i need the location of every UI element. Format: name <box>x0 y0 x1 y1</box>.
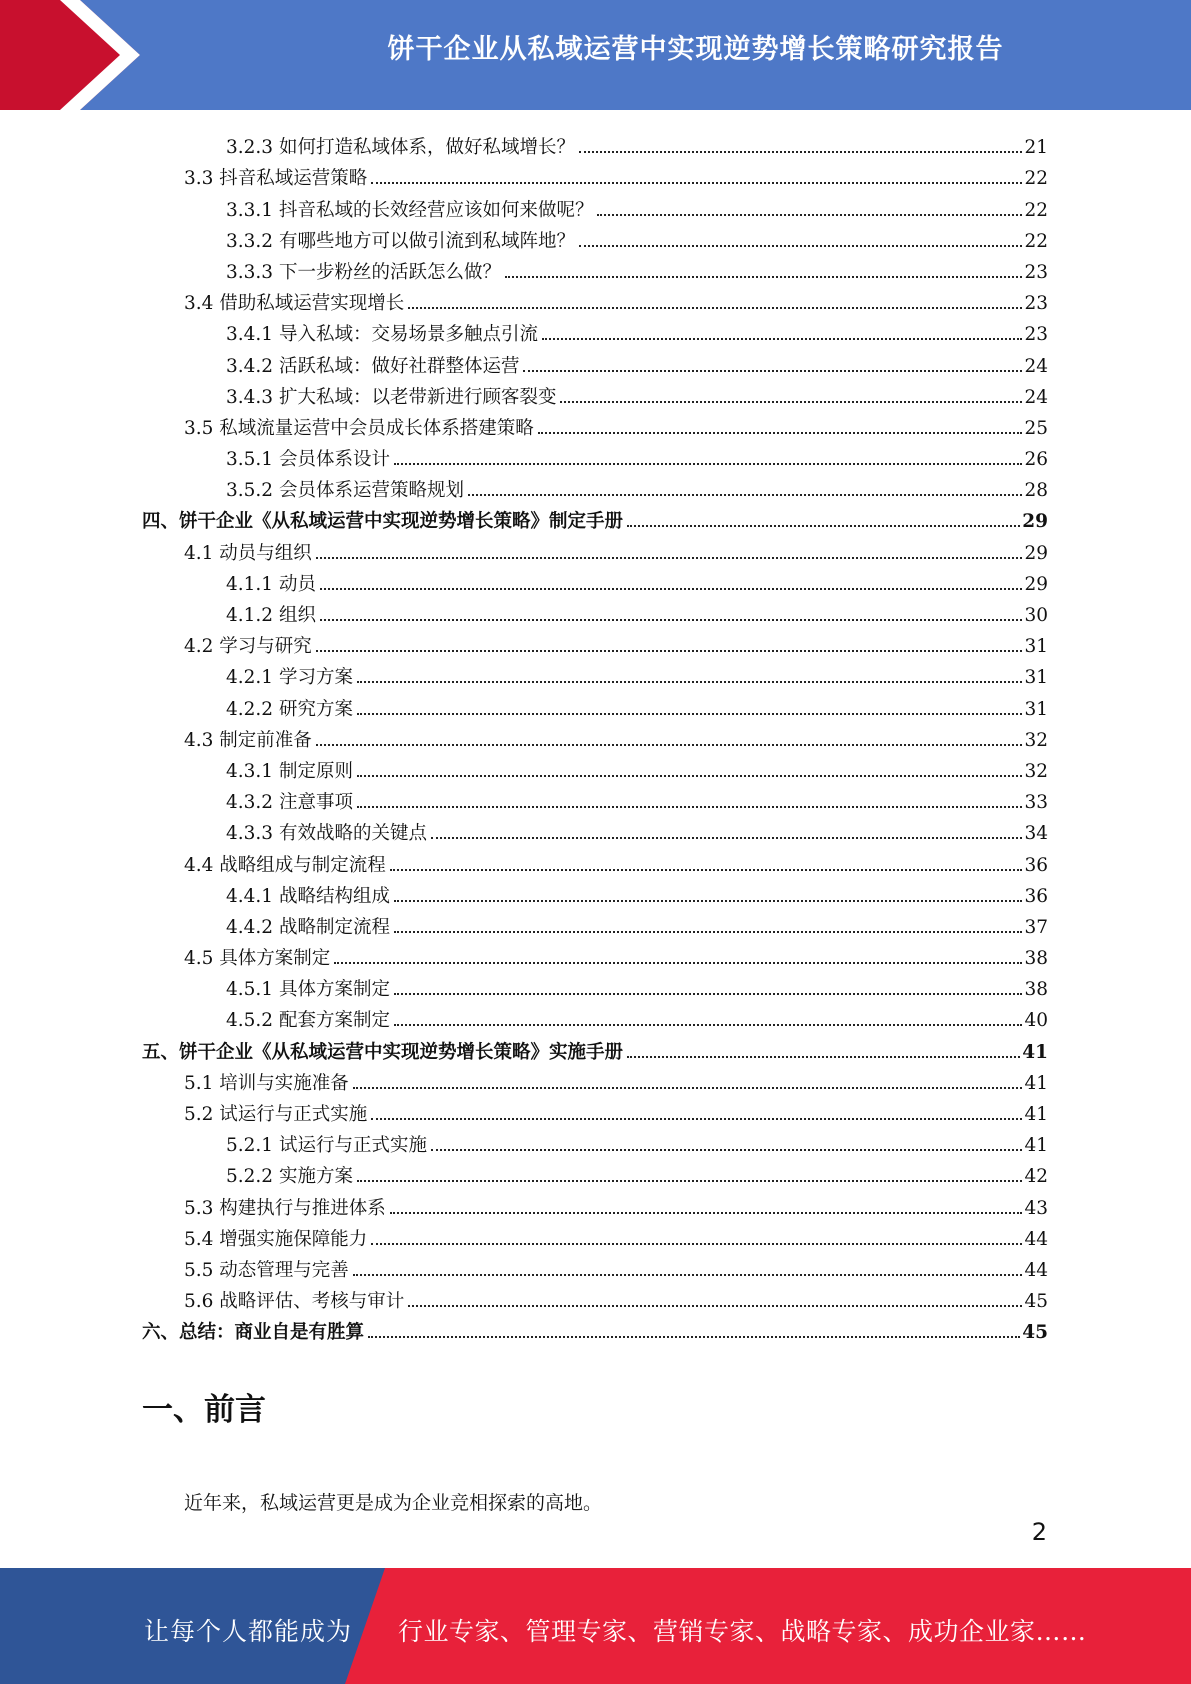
toc-dot-leader <box>353 1274 1023 1276</box>
toc-page-number: 22 <box>1024 168 1048 190</box>
toc-entry[interactable] <box>142 783 1048 814</box>
toc-page-number: 42 <box>1024 1166 1048 1188</box>
toc-dot-leader <box>394 463 1022 465</box>
toc-page-number: 26 <box>1024 449 1048 471</box>
toc-dot-leader <box>542 338 1022 340</box>
toc-entry-title: 4.3 制定前准备 <box>184 729 312 751</box>
page-number: 2 <box>1031 1518 1047 1546</box>
toc-page-number: 28 <box>1024 480 1048 502</box>
toc-entry[interactable] <box>142 689 1048 720</box>
toc-entry-title: 3.4 借助私域运营实现增长 <box>184 293 405 315</box>
footer-slogan-left: 让每个人都能成为 <box>144 1617 353 1646</box>
toc-entry[interactable] <box>142 752 1048 783</box>
toc-entry[interactable] <box>142 222 1048 253</box>
toc-dot-leader <box>368 1336 1020 1338</box>
toc-entry-title: 5.2.2 实施方案 <box>226 1166 353 1188</box>
toc-page-number: 29 <box>1022 511 1048 533</box>
toc-page-number: 36 <box>1024 885 1048 907</box>
toc-page-number: 44 <box>1024 1228 1048 1250</box>
toc-page-number: 43 <box>1024 1197 1048 1219</box>
toc-entry[interactable] <box>142 1126 1048 1157</box>
toc-dot-leader <box>627 525 1020 527</box>
toc-page-number: 23 <box>1024 324 1048 346</box>
toc-entry[interactable] <box>142 1188 1048 1219</box>
toc-dot-leader <box>627 1056 1020 1058</box>
toc-entry-title: 5.1 培训与实施准备 <box>184 1072 349 1094</box>
toc-entry[interactable] <box>142 190 1048 221</box>
toc-entry[interactable] <box>142 658 1048 689</box>
toc-dot-leader <box>390 1212 1023 1214</box>
report-title: 饼干企业从私域运营中实现逆势增长策略研究报告 <box>387 34 1004 65</box>
toc-page-number: 41 <box>1024 1072 1048 1094</box>
toc-page-number: 45 <box>1024 1291 1048 1313</box>
toc-page-number: 31 <box>1024 698 1048 720</box>
toc-entry-title: 4.2 学习与研究 <box>184 636 312 658</box>
toc-entry-title: 3.5.2 会员体系运营策略规划 <box>226 480 464 502</box>
toc-entry[interactable] <box>142 565 1048 596</box>
toc-dot-leader <box>316 557 1023 559</box>
toc-page-number: 37 <box>1024 916 1048 938</box>
toc-dot-leader <box>394 1024 1022 1026</box>
toc-entry-title: 4.3.2 注意事项 <box>226 792 353 814</box>
toc-entry-title: 4.5 具体方案制定 <box>184 948 331 970</box>
toc-page-number: 29 <box>1024 573 1048 595</box>
header-banner <box>0 0 1191 110</box>
toc-page-number: 41 <box>1024 1104 1048 1125</box>
toc-page-number: 38 <box>1024 948 1048 970</box>
toc-page-number: 32 <box>1024 729 1048 751</box>
toc-entry[interactable] <box>142 814 1048 845</box>
toc-dot-leader <box>390 869 1023 871</box>
toc-entry-title: 5.4 增强实施保障能力 <box>184 1228 368 1250</box>
toc-entry-title: 3.3.3 下一步粉丝的活跃怎么做？ <box>226 261 501 283</box>
toc-entry-title: 4.4 战略组成与制定流程 <box>184 854 386 876</box>
toc-entry-title: 3.3.2 有哪些地方可以做引流到私域阵地？ <box>226 230 575 252</box>
toc-page-number: 44 <box>1024 1259 1048 1281</box>
toc-dot-leader <box>394 900 1022 902</box>
toc-page-number: 21 <box>1024 137 1048 159</box>
toc-entry-title: 4.3.1 制定原则 <box>226 760 353 782</box>
toc-dot-leader <box>357 775 1023 777</box>
toc-page-number: 23 <box>1024 293 1048 315</box>
toc-entry-title: 4.2.2 研究方案 <box>226 698 353 720</box>
toc-dot-leader <box>353 1087 1023 1089</box>
footer-slogan-right: 行业专家、管理专家、营销专家、战略专家、成功企业家…… <box>398 1617 1087 1646</box>
toc-entry[interactable] <box>142 877 1048 908</box>
toc-entry-title: 3.3.1 抖音私域的长效经营应该如何来做呢？ <box>226 199 594 221</box>
toc-entry-title: 4.1.2 组织 <box>226 605 316 626</box>
toc-page-number: 41 <box>1022 1041 1048 1063</box>
toc-page-number: 31 <box>1024 667 1048 689</box>
toc-entry-title: 4.5.1 具体方案制定 <box>226 979 390 1001</box>
toc-entry-title: 五、饼干企业《从私域运营中实现逆势增长策略》实施手册 <box>142 1041 624 1063</box>
toc-dot-leader <box>431 837 1022 839</box>
toc-entry-title: 5.2 试运行与正式实施 <box>184 1104 368 1125</box>
toc-page-number: 36 <box>1024 854 1048 876</box>
toc-entry-title: 四、饼干企业《从私域运营中实现逆势增长策略》制定手册 <box>142 511 624 533</box>
toc-page-number: 30 <box>1024 605 1048 626</box>
toc-entry[interactable] <box>142 471 1048 502</box>
toc-dot-leader <box>579 151 1022 153</box>
toc-dot-leader <box>316 744 1023 746</box>
toc-page-number: 32 <box>1024 760 1048 782</box>
toc-page-number: 40 <box>1024 1010 1048 1032</box>
toc-page-number: 41 <box>1024 1135 1048 1157</box>
toc-page-number: 29 <box>1024 542 1048 564</box>
toc-dot-leader <box>357 713 1023 715</box>
toc-entry-title: 3.4.3 扩大私域：以老带新进行顾客裂变 <box>226 386 557 408</box>
toc-page-number: 33 <box>1024 792 1048 814</box>
toc-dot-leader <box>357 806 1023 808</box>
footer-banner <box>0 1568 1191 1684</box>
toc-entry[interactable] <box>142 1095 1048 1126</box>
toc-entry-title: 5.6 战略评估、考核与审计 <box>184 1291 405 1313</box>
toc-dot-leader <box>371 1243 1022 1245</box>
toc-dot-leader <box>431 1149 1022 1151</box>
toc-page-number: 23 <box>1024 261 1048 283</box>
toc-entry[interactable] <box>142 315 1048 346</box>
toc-entry[interactable] <box>142 440 1048 471</box>
toc-dot-leader <box>357 1180 1023 1182</box>
toc-page-number: 24 <box>1024 386 1048 408</box>
toc-entry[interactable] <box>142 596 1048 627</box>
toc-entry[interactable] <box>142 253 1048 284</box>
table-of-contents <box>142 128 1048 1344</box>
toc-entry[interactable] <box>142 1220 1048 1251</box>
toc-entry-title: 3.5.1 会员体系设计 <box>226 449 390 471</box>
toc-dot-leader <box>408 1305 1022 1307</box>
toc-page-number: 22 <box>1024 230 1048 252</box>
toc-entry[interactable] <box>142 1064 1048 1095</box>
toc-dot-leader <box>371 1118 1022 1120</box>
toc-entry[interactable] <box>142 159 1048 190</box>
toc-dot-leader <box>334 962 1022 964</box>
toc-entry[interactable] <box>142 533 1048 564</box>
toc-entry[interactable] <box>142 378 1048 409</box>
toc-entry-title: 3.5 私域流量运营中会员成长体系搭建策略 <box>184 417 534 439</box>
toc-entry[interactable] <box>142 845 1048 876</box>
toc-entry[interactable] <box>142 1251 1048 1282</box>
toc-entry-title: 4.2.1 学习方案 <box>226 667 353 689</box>
toc-dot-leader <box>357 681 1023 683</box>
toc-entry-title: 3.4.1 导入私域：交易场景多触点引流 <box>226 324 538 346</box>
toc-entry-title: 4.4.1 战略结构组成 <box>226 885 390 907</box>
toc-dot-leader <box>316 650 1023 652</box>
toc-dot-leader <box>394 993 1022 995</box>
toc-entry-title: 5.2.1 试运行与正式实施 <box>226 1135 427 1157</box>
section-title: 一、前言 <box>142 1392 266 1428</box>
toc-dot-leader <box>320 619 1023 621</box>
toc-entry-title: 3.3 抖音私域运营策略 <box>184 168 368 190</box>
toc-page-number: 45 <box>1022 1322 1048 1344</box>
toc-dot-leader <box>320 588 1023 590</box>
toc-entry[interactable] <box>142 1282 1048 1313</box>
toc-page-number: 34 <box>1024 823 1048 845</box>
header-arrow-icon <box>0 0 150 110</box>
toc-entry-title: 4.1 动员与组织 <box>184 542 312 564</box>
intro-paragraph: 近年来，私域运营更是成为企业竞相探索的高地。 <box>184 1492 603 1514</box>
toc-entry-title: 4.3.3 有效战略的关键点 <box>226 823 427 845</box>
toc-dot-leader <box>371 182 1022 184</box>
toc-entry-title: 3.4.2 活跃私域：做好社群整体运营 <box>226 355 520 377</box>
toc-entry-title: 4.1.1 动员 <box>226 573 316 595</box>
toc-page-number: 25 <box>1024 417 1048 439</box>
toc-entry[interactable] <box>142 409 1048 440</box>
toc-entry[interactable] <box>142 1032 1048 1063</box>
toc-page-number: 38 <box>1024 979 1048 1001</box>
toc-entry[interactable] <box>142 284 1048 315</box>
toc-dot-leader <box>538 432 1023 434</box>
toc-entry-title: 5.3 构建执行与推进体系 <box>184 1197 386 1219</box>
toc-page-number: 24 <box>1024 355 1048 377</box>
toc-dot-leader <box>597 214 1022 216</box>
toc-page-number: 22 <box>1024 199 1048 221</box>
toc-entry-title: 4.4.2 战略制定流程 <box>226 916 390 938</box>
toc-entry[interactable] <box>142 1157 1048 1188</box>
toc-entry[interactable] <box>142 627 1048 658</box>
toc-entry[interactable] <box>142 1001 1048 1032</box>
toc-entry-title: 3.2.3 如何打造私域体系，做好私域增长？ <box>226 137 575 159</box>
toc-entry[interactable] <box>142 502 1048 533</box>
toc-dot-leader <box>560 401 1022 403</box>
toc-entry[interactable] <box>142 128 1048 159</box>
toc-entry-title: 4.5.2 配套方案制定 <box>226 1010 390 1032</box>
toc-dot-leader <box>523 370 1022 372</box>
toc-dot-leader <box>579 245 1022 247</box>
toc-entry[interactable] <box>142 346 1048 377</box>
toc-entry-title: 六、总结：商业自是有胜算 <box>142 1322 365 1344</box>
toc-entry[interactable] <box>142 970 1048 1001</box>
toc-entry-title: 5.5 动态管理与完善 <box>184 1259 349 1281</box>
toc-dot-leader <box>505 276 1022 278</box>
toc-dot-leader <box>394 931 1022 933</box>
toc-entry[interactable] <box>142 908 1048 939</box>
toc-dot-leader <box>408 307 1022 309</box>
toc-entry[interactable] <box>142 1313 1048 1344</box>
toc-entry[interactable] <box>142 721 1048 752</box>
toc-page-number: 31 <box>1024 636 1048 658</box>
toc-dot-leader <box>468 494 1022 496</box>
toc-entry[interactable] <box>142 939 1048 970</box>
